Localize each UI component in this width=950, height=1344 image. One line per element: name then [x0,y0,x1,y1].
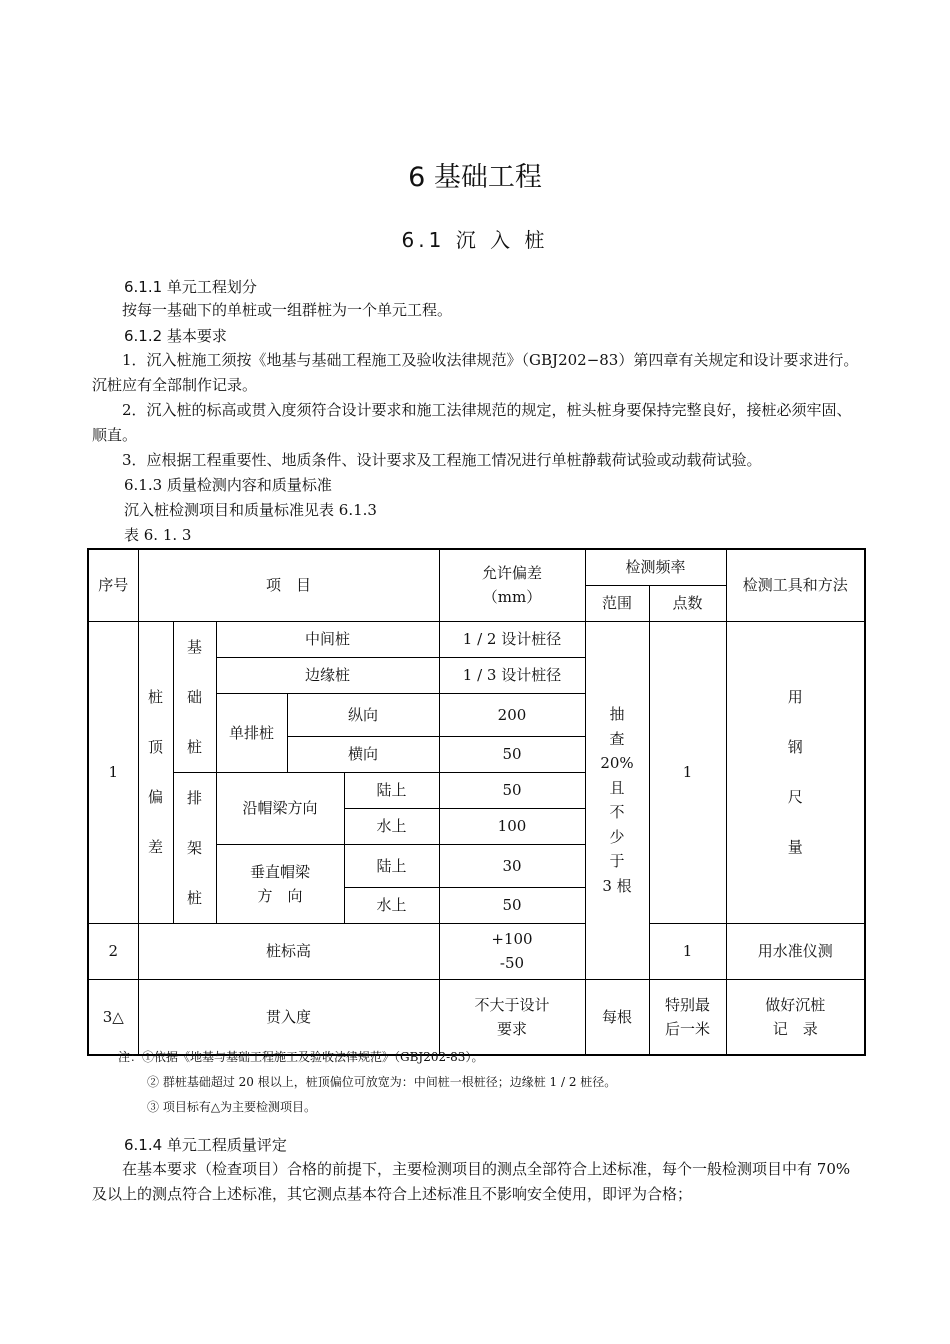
middle-pile-deviation: 1 / 2 设计桩径 [439,621,585,657]
header-no: 序号 [88,549,138,621]
row3-deviation: 不大于设计 要求 [439,979,585,1055]
row1-points: 1 [649,621,726,923]
section-title: 6.1 沉 入 桩 [401,228,549,252]
header-range: 范围 [585,585,649,621]
header-frequency: 检测频率 [585,549,726,585]
along-beam-water-deviation: 100 [439,808,585,844]
row1-no: 1 [88,621,138,923]
edge-pile: 边缘桩 [216,657,439,693]
perpendicular-land: 陆上 [344,844,439,887]
note-1: 注：①依据《地基与基础工程施工及验收法律规范》（GBJ202-83）。 [118,1050,484,1064]
transverse-deviation: 50 [439,736,585,772]
foundation-pile-label: 基 础 桩 [173,621,216,772]
perpendicular-water: 水上 [344,887,439,923]
along-beam-water: 水上 [344,808,439,844]
note-3: ③ 项目标有△为主要检测项目。 [147,1100,317,1114]
range-sampling: 抽 查 20% 且 不 少 于 3 根 [585,621,649,979]
along-beam-direction: 沿帽梁方向 [216,772,344,844]
row2-item: 桩标高 [138,923,439,979]
chapter-title: 6 基础工程 [408,162,542,193]
edge-pile-deviation: 1 / 3 设计桩径 [439,657,585,693]
heading-6-1-4: 6.1.4 单元工程质量评定 [124,1136,287,1154]
row2-tool: 用水准仪测 [726,923,865,979]
row2-no: 2 [88,923,138,979]
rack-pile-label: 排 架 桩 [173,772,216,923]
heading-6-1-1: 6.1.1 单元工程划分 [124,278,257,296]
requirement-2: 2．沉入桩的标高或贯入度须符合设计要求和施工法律规范的规定，桩头桩身要保持完整良好，接桩必须牢固、顺直。 [92,401,852,444]
row3-range: 每根 [585,979,649,1055]
row2-points: 1 [649,923,726,979]
header-item: 项 目 [138,549,439,621]
heading-6-1-3: 6.1.3 质量检测内容和质量标准 [124,476,332,494]
row3-tool: 做好沉桩 记 录 [726,979,865,1055]
single-row-pile: 单排桩 [216,693,287,772]
row3-item: 贯入度 [138,979,439,1055]
text-6-1-1: 按每一基础下的单桩或一组群桩为一个单元工程。 [122,301,453,319]
row1-tool: 用 钢 尺 量 [726,621,865,923]
row2-deviation: +100 -50 [439,923,585,979]
header-tool: 检测工具和方法 [726,549,865,621]
heading-6-1-2: 6.1.2 基本要求 [124,327,227,345]
table-label: 表 6. 1. 3 [124,526,192,544]
transverse: 横向 [287,736,439,772]
row3-no: 3△ [88,979,138,1055]
along-beam-land-deviation: 50 [439,772,585,808]
requirement-3: 3．应根据工程重要性、地质条件、设计要求及工程施工情况进行单桩静载荷试验或动载荷试验。 [122,451,762,469]
perpendicular-water-deviation: 50 [439,887,585,923]
text-6-1-4: 在基本要求（检查项目）合格的前提下，主要检测项目的测点全部符合上述标准，每个一般检测项目中有 70%及以上的测点符合上述标准，其它测点基本符合上述标准且不影响安全使用，即评为合格； [92,1160,851,1203]
header-points: 点数 [649,585,726,621]
along-beam-land: 陆上 [344,772,439,808]
middle-pile: 中间桩 [216,621,439,657]
row3-points: 特别最 后一米 [649,979,726,1055]
note-2: ② 群桩基础超过 20 根以上，桩顶偏位可放宽为：中间桩一根桩径；边缘桩 1 / 2 桩径。 [147,1075,617,1089]
quality-standard-table [87,548,866,1056]
header-deviation: 允许偏差 （mm） [439,549,585,621]
text-6-1-3: 沉入桩检测项目和质量标准见表 6.1.3 [124,501,377,519]
longitudinal: 纵向 [287,693,439,736]
perpendicular-land-deviation: 30 [439,844,585,887]
longitudinal-deviation: 200 [439,693,585,736]
requirement-1: 1．沉入桩施工须按《地基与基础工程施工及验收法律规范》（GBJ202−83）第四章有关规定和设计要求进行。沉桩应有全部制作记录。 [92,351,859,394]
perpendicular-beam-direction: 垂直帽梁 方 向 [216,844,344,923]
row1-category: 桩 顶 偏 差 [138,621,173,923]
